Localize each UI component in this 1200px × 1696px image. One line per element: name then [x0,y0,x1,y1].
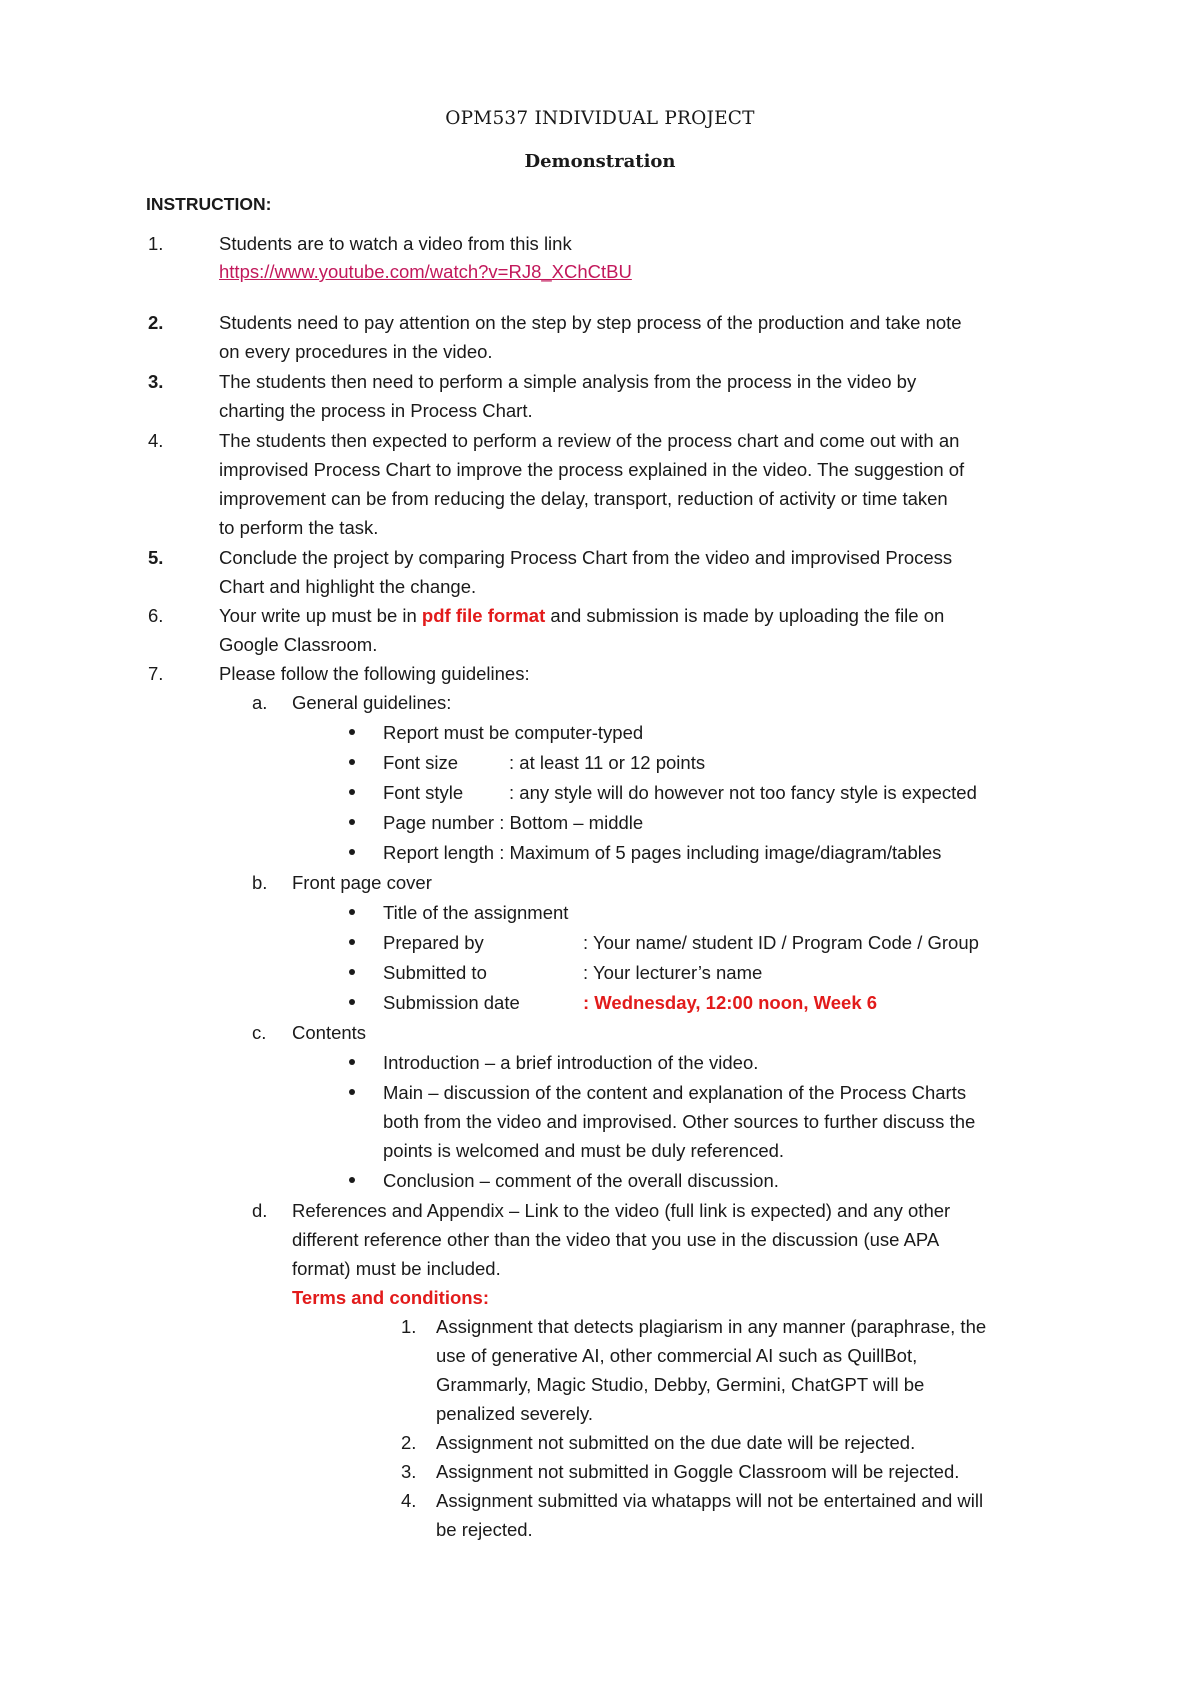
references-text: References and Appendix – Link to the video (full link is expected) and any other [292,1200,951,1221]
bullet-text: Conclusion – comment of the overall discussion. [383,1170,779,1191]
term-text: penalized severely. [436,1403,593,1424]
sub-letter: d. [252,1200,268,1221]
item-text: to perform the task. [219,517,379,538]
term-text: use of generative AI, other commercial AI such as QuillBot, [436,1345,918,1366]
bullet-icon [349,789,355,795]
item-text: Conclude the project by comparing Process Chart from the video and improvised Process [219,547,953,568]
item-text: on every procedures in the video. [219,341,493,362]
references-text: format) must be included. [292,1258,501,1279]
item-number: 5. [148,547,164,568]
bullet-icon [349,1059,355,1065]
bullet-text: both from the video and improvised. Other sources to further discuss the [383,1111,976,1132]
bullet-icon [349,819,355,825]
document-title: OPM537 INDIVIDUAL PROJECT [445,108,755,129]
bullet-text: points is welcomed and must be duly referenced. [383,1140,785,1161]
bullet-icon [349,729,355,735]
item-text: Your write up must be in pdf file format and submission is made by uploading the file on [219,605,945,626]
term-text: be rejected. [436,1519,533,1540]
bullet-icon [349,1089,355,1095]
bullet-text: Prepared by : Your name/ student ID / Program Code / Group [383,932,979,953]
bullet-text: Report length : Maximum of 5 pages including image/diagram/tables [383,842,942,863]
sub-heading: Contents [292,1022,367,1043]
item-text: The students then expected to perform a review of the process chart and come out with an [219,430,960,451]
instruction-heading: INSTRUCTION: [146,194,272,214]
bullet-text: Submission date : Wednesday, 12:00 noon, Week 6 [383,992,878,1013]
bullet-text: Page number : Bottom – middle [383,812,644,833]
submission-date-value: : Wednesday, 12:00 noon, Week 6 [583,992,878,1013]
term-number: 3. [401,1461,417,1482]
bullet-text: Introduction – a brief introduction of the video. [383,1052,759,1073]
video-link[interactable]: https://www.youtube.com/watch?v=RJ8_XChCtBU [219,261,632,282]
item-text: Please follow the following guidelines: [219,663,530,684]
item-text: The students then need to perform a simple analysis from the process in the video by [219,371,917,392]
item-text: charting the process in Process Chart. [219,400,533,421]
bullet-text: Font size : at least 11 or 12 points [383,752,706,773]
bullet-text: Report must be computer-typed [383,722,644,743]
item-number: 1. [148,233,164,254]
item-text: improvised Process Chart to improve the process explained in the video. The suggestion of [219,459,965,480]
item-number: 7. [148,663,164,684]
bullet-icon [349,1177,355,1183]
sub-heading: Front page cover [292,872,432,893]
item-text: Chart and highlight the change. [219,576,477,597]
term-text: Assignment that detects plagiarism in any manner (paraphrase, the [436,1316,987,1337]
sub-letter: a. [252,692,268,713]
item-text: Students need to pay attention on the step by step process of the production and take note [219,312,962,333]
bullet-icon [349,999,355,1005]
sub-letter: c. [252,1022,267,1043]
item-text: Students are to watch a video from this link [219,233,572,254]
bullet-text: Main – discussion of the content and explanation of the Process Charts [383,1082,967,1103]
sub-heading: General guidelines: [292,692,452,713]
bullet-icon [349,939,355,945]
term-text: Assignment not submitted on the due date will be rejected. [436,1432,916,1453]
bullet-icon [349,759,355,765]
term-text: Assignment submitted via whatapps will not be entertained and will [436,1490,984,1511]
bullet-text: Title of the assignment [383,902,569,923]
item-text: improvement can be from reducing the delay, transport, reduction of activity or time taken [219,488,948,509]
item-number: 6. [148,605,164,626]
term-text: Assignment not submitted in Goggle Classroom will be rejected. [436,1461,960,1482]
term-number: 2. [401,1432,417,1453]
bullet-text: Font style : any style will do however not too fancy style is expected [383,782,977,803]
bullet-text: Submitted to : Your lecturer’s name [383,962,763,983]
item-number: 2. [148,312,164,333]
terms-heading: Terms and conditions: [292,1287,490,1308]
bullet-icon [349,849,355,855]
term-number: 1. [401,1316,417,1337]
document-subtitle: Demonstration [524,151,676,172]
item-number: 4. [148,430,164,451]
term-number: 4. [401,1490,417,1511]
sub-letter: b. [252,872,268,893]
item-text: Google Classroom. [219,634,378,655]
references-text: different reference other than the video that you use in the discussion (use APA [292,1229,940,1250]
item-number: 3. [148,371,164,392]
pdf-format-highlight: pdf file format [421,605,546,626]
bullet-icon [349,969,355,975]
term-text: Grammarly, Magic Studio, Debby, Germini, ChatGPT will be [436,1374,925,1395]
bullet-icon [349,909,355,915]
